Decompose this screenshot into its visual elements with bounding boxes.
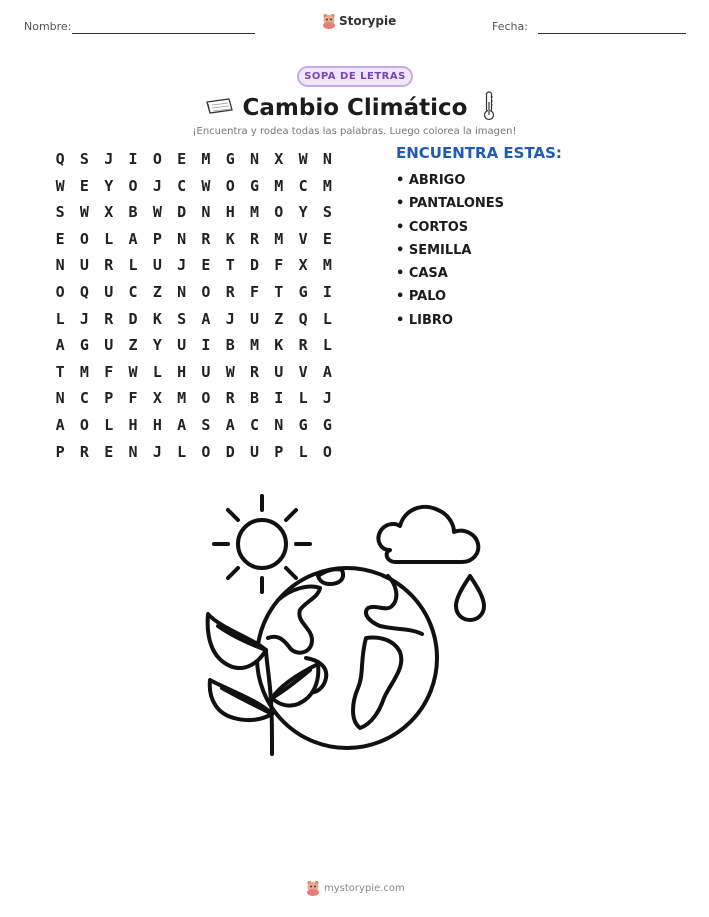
brand-logo: [322, 13, 396, 29]
grid-letter: T: [55, 362, 65, 381]
grid-letter: L: [55, 309, 65, 328]
grid-row: [48, 146, 340, 173]
grid-row: [48, 439, 340, 466]
grid-letter: E: [79, 176, 89, 195]
grid-letter: A: [201, 309, 211, 328]
word-list-item: • PALO: [396, 289, 447, 305]
grid-letter: R: [225, 282, 235, 301]
date-line: [538, 33, 686, 34]
grid-letter: F: [128, 389, 138, 408]
grid-letter: J: [177, 256, 187, 275]
climate-earth-illustration: [200, 488, 510, 758]
puzzle-type-badge: SOPA DE LETRAS: [297, 66, 413, 87]
grid-letter: O: [152, 150, 162, 168]
grid-letter: U: [274, 362, 284, 381]
grid-letter: A: [55, 336, 65, 355]
grid-letter: Y: [152, 336, 162, 355]
grid-row: [48, 306, 340, 333]
word-list-item: • SEMILLA: [396, 242, 472, 258]
grid-letter: S: [55, 203, 65, 222]
grid-letter: Z: [128, 336, 138, 355]
grid-letter: R: [201, 229, 211, 248]
grid-letter: W: [79, 203, 89, 222]
grid-letter: R: [104, 256, 114, 275]
date-label: Fecha:: [492, 20, 528, 33]
grid-row: [48, 279, 340, 306]
grid-letter: Z: [152, 282, 162, 301]
grid-letter: H: [225, 203, 235, 222]
grid-letter: L: [322, 336, 332, 355]
grid-letter: B: [225, 336, 235, 355]
grid-letter: J: [225, 309, 235, 328]
grid-row: [48, 385, 340, 412]
grid-letter: K: [274, 336, 284, 355]
grid-letter: U: [104, 282, 114, 301]
cloud-icon: [378, 507, 478, 562]
grid-letter: P: [55, 442, 65, 461]
grid-letter: J: [152, 176, 162, 195]
grid-letter: I: [274, 389, 284, 408]
grid-letter: R: [250, 229, 260, 248]
grid-letter: L: [128, 256, 138, 275]
grid-letter: N: [55, 389, 65, 408]
grid-letter: M: [79, 362, 89, 381]
word-list-item: • CORTOS: [396, 219, 469, 235]
grid-letter: T: [225, 256, 235, 275]
grid-letter: U: [79, 256, 89, 275]
grid-letter: E: [322, 229, 332, 248]
grid-letter: R: [104, 309, 114, 328]
grid-letter: A: [177, 415, 187, 434]
grid-letter: P: [104, 389, 114, 408]
grid-letter: C: [298, 176, 308, 195]
grid-letter: N: [128, 442, 138, 461]
grid-letter: Q: [79, 282, 89, 301]
word-list-title: ENCUENTRA ESTAS:: [396, 144, 562, 162]
grid-letter: O: [79, 229, 89, 248]
grid-letter: R: [225, 389, 235, 408]
grid-letter: G: [79, 336, 89, 355]
grid-letter: J: [104, 150, 114, 168]
grid-letter: B: [128, 203, 138, 222]
grid-letter: M: [274, 176, 284, 195]
name-label: Nombre:: [24, 20, 72, 33]
grid-letter: A: [128, 229, 138, 248]
grid-letter: A: [322, 362, 332, 381]
grid-letter: M: [322, 256, 332, 275]
grid-letter: X: [298, 256, 308, 275]
earth-icon: [257, 568, 437, 748]
grid-letter: U: [177, 336, 187, 355]
grid-letter: B: [250, 389, 260, 408]
sun-icon: [214, 496, 310, 592]
grid-letter: Z: [274, 309, 284, 328]
grid-letter: C: [177, 176, 187, 195]
grid-letter: M: [322, 176, 332, 195]
letter-grid: [48, 146, 340, 465]
grid-letter: M: [177, 389, 187, 408]
grid-letter: C: [79, 389, 89, 408]
grid-letter: G: [298, 282, 308, 301]
grid-letter: C: [128, 282, 138, 301]
grid-row: [48, 359, 340, 386]
grid-letter: R: [298, 336, 308, 355]
word-list-item: • PANTALONES: [396, 196, 505, 212]
grid-letter: O: [55, 282, 65, 301]
grid-letter: W: [55, 176, 65, 195]
grid-letter: W: [225, 362, 235, 381]
grid-letter: L: [177, 442, 187, 461]
grid-letter: E: [201, 256, 211, 275]
grid-letter: J: [152, 442, 162, 461]
grid-letter: E: [104, 442, 114, 461]
grid-letter: N: [177, 229, 187, 248]
grid-letter: Q: [298, 309, 308, 328]
grid-letter: L: [104, 229, 114, 248]
grid-letter: W: [201, 176, 211, 195]
grid-letter: R: [79, 442, 89, 461]
grid-letter: K: [152, 309, 162, 328]
grid-letter: T: [274, 282, 284, 301]
grid-letter: O: [79, 415, 89, 434]
instructions: ¡Encuentra y rodea todas las palabras. Luego colorea la imagen!: [192, 126, 517, 137]
plant-sprout-icon: [208, 614, 319, 754]
grid-letter: L: [298, 389, 308, 408]
grid-letter: M: [250, 203, 260, 222]
grid-letter: A: [55, 415, 65, 434]
grid-letter: N: [177, 282, 187, 301]
grid-row: [48, 226, 340, 253]
grid-letter: D: [128, 309, 138, 328]
grid-letter: V: [298, 229, 308, 248]
grid-letter: U: [152, 256, 162, 275]
footer-url: mystorypie.com: [324, 882, 405, 894]
grid-letter: L: [322, 309, 332, 328]
grid-letter: S: [79, 150, 89, 168]
grid-letter: G: [322, 415, 332, 434]
raindrop-icon: [456, 576, 484, 620]
grid-letter: I: [322, 282, 332, 301]
grid-letter: Q: [55, 150, 65, 168]
grid-letter: E: [177, 150, 187, 168]
grid-letter: Y: [298, 203, 308, 222]
grid-letter: P: [152, 229, 162, 248]
grid-letter: L: [104, 415, 114, 434]
grid-letter: G: [250, 176, 260, 195]
grid-letter: O: [274, 203, 284, 222]
word-list-item: • ABRIGO: [396, 173, 466, 188]
storypie-mascot-icon: [306, 880, 320, 896]
grid-letter: S: [177, 309, 187, 328]
grid-letter: Y: [104, 176, 114, 195]
grid-letter: H: [128, 415, 138, 434]
grid-letter: O: [201, 282, 211, 301]
grid-letter: U: [250, 309, 260, 328]
grid-letter: D: [250, 256, 260, 275]
grid-row: [48, 199, 340, 226]
thermometer-icon: [482, 90, 496, 122]
grid-letter: M: [201, 150, 211, 168]
grid-letter: L: [152, 362, 162, 381]
grid-letter: I: [128, 150, 138, 168]
footer: [306, 880, 405, 896]
grid-row: [48, 412, 340, 439]
grid-letter: U: [250, 442, 260, 461]
grid-letter: V: [298, 362, 308, 381]
grid-letter: N: [250, 150, 260, 168]
grid-letter: H: [177, 362, 187, 381]
word-list: [396, 172, 504, 335]
grid-letter: O: [322, 442, 332, 461]
grid-letter: N: [55, 256, 65, 275]
grid-row: [48, 173, 340, 200]
grid-letter: J: [79, 309, 89, 328]
grid-letter: G: [298, 415, 308, 434]
grid-letter: F: [104, 362, 114, 381]
grid-letter: M: [274, 229, 284, 248]
grid-letter: D: [225, 442, 235, 461]
grid-letter: O: [201, 442, 211, 461]
word-list-item: • CASA: [396, 266, 448, 282]
grid-letter: F: [274, 256, 284, 275]
coat-icon: [204, 96, 234, 116]
grid-letter: G: [225, 150, 235, 168]
grid-letter: W: [128, 362, 138, 381]
grid-letter: X: [152, 389, 162, 408]
grid-letter: J: [322, 389, 332, 408]
grid-letter: K: [225, 229, 235, 248]
grid-letter: S: [322, 203, 332, 222]
grid-letter: W: [298, 150, 308, 168]
grid-letter: P: [274, 442, 284, 461]
grid-letter: N: [322, 150, 332, 168]
grid-letter: H: [152, 415, 162, 434]
grid-letter: A: [225, 415, 235, 434]
grid-letter: U: [104, 336, 114, 355]
grid-letter: O: [201, 389, 211, 408]
grid-letter: F: [250, 282, 260, 301]
grid-row: [48, 332, 340, 359]
storypie-mascot-icon: [322, 13, 336, 29]
grid-letter: N: [274, 415, 284, 434]
grid-letter: S: [201, 415, 211, 434]
grid-letter: W: [152, 203, 162, 222]
page-title: Cambio Climático: [242, 95, 468, 121]
grid-letter: R: [250, 362, 260, 381]
grid-letter: O: [225, 176, 235, 195]
grid-row: [48, 252, 340, 279]
grid-letter: E: [55, 229, 65, 248]
grid-letter: D: [177, 203, 187, 222]
grid-letter: I: [201, 336, 211, 355]
grid-letter: C: [250, 415, 260, 434]
word-list-item: • LIBRO: [396, 312, 453, 328]
grid-letter: X: [104, 203, 114, 222]
grid-letter: X: [274, 150, 284, 168]
grid-letter: N: [201, 203, 211, 222]
grid-letter: L: [298, 442, 308, 461]
grid-letter: U: [201, 362, 211, 381]
brand-name: Storypie: [339, 14, 397, 28]
name-line: [72, 33, 255, 34]
grid-letter: O: [128, 176, 138, 195]
grid-letter: M: [250, 336, 260, 355]
